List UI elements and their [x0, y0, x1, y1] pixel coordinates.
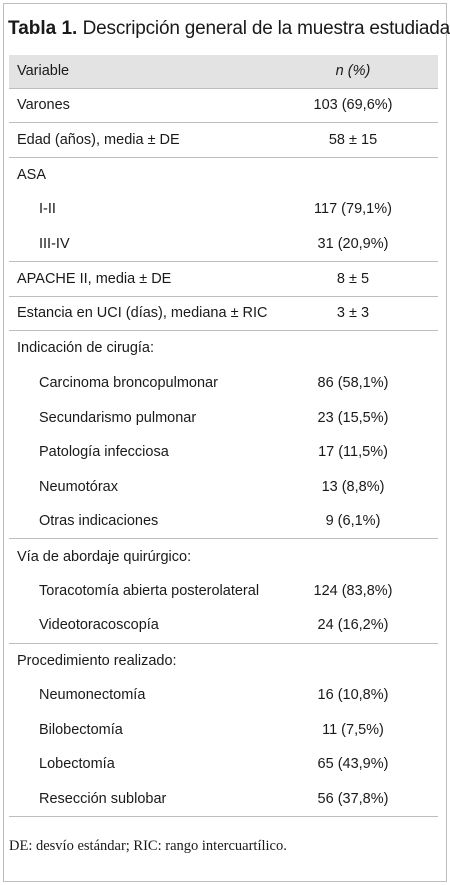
row-value: 8 ± 5: [278, 261, 438, 296]
row-label: I-II: [39, 201, 56, 218]
row-value: 13 (8,8%): [321, 478, 385, 495]
row-value: 9 (6,1%): [325, 513, 381, 530]
row-value: 23 (15,5%): [317, 409, 389, 426]
row-value: 103 (69,6%): [278, 88, 438, 123]
row-value: 31 (20,9%): [317, 235, 389, 252]
row-value: 124 (83,8%): [313, 582, 393, 599]
table-row: [9, 747, 438, 782]
table-row: [9, 261, 438, 296]
row-label: Patología infecciosa: [39, 444, 169, 461]
table-row: [9, 643, 438, 678]
row-label: Vía de abordaje quirúrgico:: [9, 539, 278, 574]
row-label: Varones: [9, 88, 278, 123]
row-label: Procedimiento realizado:: [9, 643, 278, 678]
table-header-row: [9, 55, 438, 88]
row-value: 24 (16,2%): [317, 617, 389, 634]
row-label: Bilobectomía: [39, 721, 123, 738]
row-label: III-IV: [39, 235, 70, 252]
table-row: [9, 88, 438, 123]
table-row: [9, 227, 438, 262]
row-label: Otras indicaciones: [39, 513, 159, 530]
row-value: 11 (7,5%): [322, 721, 384, 738]
row-value: [278, 157, 438, 192]
row-value: [278, 643, 438, 678]
row-value: 3 ± 3: [278, 296, 438, 331]
row-label: Neumonectomía: [39, 687, 146, 704]
table-number: Tabla 1.: [8, 18, 78, 39]
table-row: [9, 678, 438, 713]
row-label: Estancia en UCI (días), mediana ± RIC: [9, 296, 278, 331]
row-label: Videotoracoscopía: [39, 617, 159, 634]
table-row: [9, 366, 438, 401]
table-row: [9, 574, 438, 609]
header-n-percent: n (%): [278, 55, 438, 88]
row-value: [278, 331, 438, 366]
table-row: [9, 470, 438, 505]
row-label: APACHE II, media ± DE: [9, 261, 278, 296]
table-row: [9, 504, 438, 539]
table-row: [9, 782, 438, 817]
row-value: 117 (79,1%): [314, 201, 392, 218]
table-row: [9, 400, 438, 435]
row-value: 17 (11,5%): [318, 444, 388, 461]
row-label: Indicación de cirugía:: [9, 331, 278, 366]
table-row: [9, 296, 438, 331]
row-value: 86 (58,1%): [317, 374, 389, 391]
table-row: [9, 331, 438, 366]
data-table: [9, 55, 438, 817]
table-row: [9, 539, 438, 574]
table-title: [8, 14, 450, 44]
table-row: [9, 608, 438, 643]
row-value: [278, 539, 438, 574]
header-variable: Variable: [9, 55, 278, 88]
table-row: [9, 712, 438, 747]
table-row: [9, 123, 438, 158]
row-label: Secundarismo pulmonar: [39, 409, 197, 426]
row-value: 65 (43,9%): [317, 756, 389, 773]
row-value: 58 ± 15: [278, 123, 438, 158]
row-label: Neumotórax: [39, 478, 118, 495]
row-label: Resección sublobar: [9, 782, 278, 817]
row-value: 16 (10,8%): [317, 687, 389, 704]
table-caption: Descripción general de la muestra estudiada: [82, 18, 450, 39]
row-label: ASA: [9, 157, 278, 192]
row-label: Lobectomía: [39, 756, 115, 773]
table-row: [9, 157, 438, 192]
table-row: [9, 192, 438, 227]
row-label: Toracotomía abierta posterolateral: [39, 582, 260, 599]
table-footnote: DE: desvío estándar; RIC: rango intercuartílico.: [9, 838, 287, 854]
row-label: Edad (años), media ± DE: [9, 123, 278, 158]
table-row: [9, 435, 438, 470]
row-value: 56 (37,8%): [278, 782, 438, 817]
row-label: Carcinoma broncopulmonar: [39, 374, 218, 391]
